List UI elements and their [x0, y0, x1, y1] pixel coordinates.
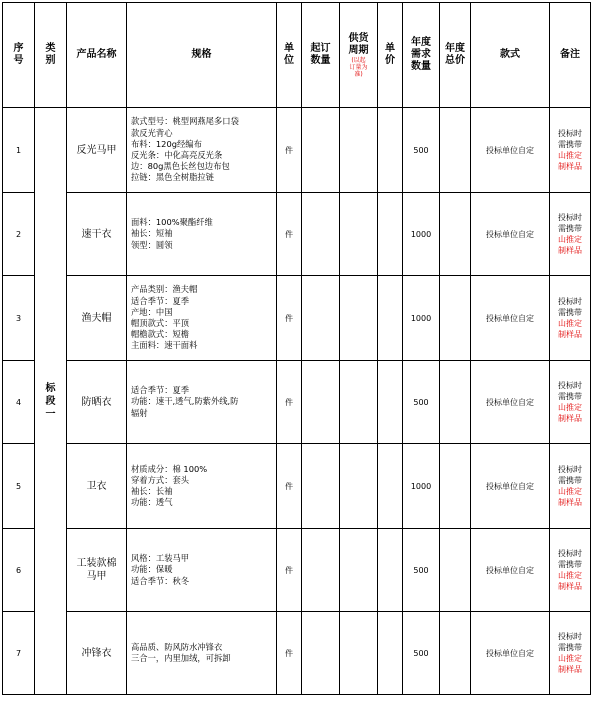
annual-demand-cell: 1000 [403, 276, 440, 361]
header-spec: 规格 [127, 3, 277, 108]
seq-cell: 2 [3, 193, 35, 276]
product-name-cell: 防晒衣 [67, 361, 127, 444]
header-min-order: 起订 数量 [302, 3, 340, 108]
seq-cell: 6 [3, 529, 35, 612]
remark-cell: 投标时 需携带 山推定 制样品 [550, 444, 591, 529]
remark-cell: 投标时 需携带 山推定 制样品 [550, 361, 591, 444]
unit-cell: 件 [277, 276, 302, 361]
seq-cell: 3 [3, 276, 35, 361]
style-cell: 投标单位自定 [471, 108, 550, 193]
unit-cell: 件 [277, 108, 302, 193]
seq-cell: 4 [3, 361, 35, 444]
supply-cycle-cell [340, 193, 378, 276]
unit-cell: 件 [277, 612, 302, 695]
unit-price-cell [378, 529, 403, 612]
spec-cell: 款式型号：桃型网燕尾多口袋 款反光背心 布料：120g经编布 反光条：中化高亮反光条 边：80g黑色长丝包边布包 拉链：黑色全树脂拉链 [127, 108, 277, 193]
min-order-cell [302, 444, 340, 529]
min-order-cell [302, 108, 340, 193]
style-cell: 投标单位自定 [471, 529, 550, 612]
supply-cycle-note: (以起 订量为 准) [349, 56, 368, 78]
supply-cycle-cell [340, 108, 378, 193]
spec-cell: 适合季节：夏季 功能：速干,透气,防紫外线,防 辐射 [127, 361, 277, 444]
min-order-cell [302, 276, 340, 361]
annual-total-cell [440, 361, 471, 444]
unit-price-cell [378, 276, 403, 361]
table-row [3, 612, 591, 695]
annual-demand-cell: 500 [403, 612, 440, 695]
min-order-cell [302, 612, 340, 695]
min-order-cell [302, 193, 340, 276]
seq-cell: 5 [3, 444, 35, 529]
spec-cell: 产品类别：渔夫帽 适合季节：夏季 产地：中国 帽顶款式：平顶 帽檐款式：短檐 主面料：速干面料 [127, 276, 277, 361]
spec-cell: 面料：100%聚酯纤维 袖长：短袖 领型：圆领 [127, 193, 277, 276]
product-name-cell: 工装款棉 马甲 [67, 529, 127, 612]
procurement-table [2, 2, 591, 695]
unit-price-cell [378, 193, 403, 276]
style-cell: 投标单位自定 [471, 193, 550, 276]
category-cell: 标 段 一 [35, 108, 67, 695]
unit-price-cell [378, 108, 403, 193]
unit-cell: 件 [277, 361, 302, 444]
header-category: 类 别 [35, 3, 67, 108]
unit-cell: 件 [277, 444, 302, 529]
unit-cell: 件 [277, 529, 302, 612]
header-unit: 单 位 [277, 3, 302, 108]
annual-total-cell [440, 529, 471, 612]
seq-cell: 1 [3, 108, 35, 193]
remark-cell: 投标时 需携带 山推定 制样品 [550, 193, 591, 276]
min-order-cell [302, 361, 340, 444]
table-row [3, 193, 591, 276]
annual-total-cell [440, 193, 471, 276]
spec-cell: 高品质、防风防水冲锋衣 三合一，内里加绒，可拆卸 [127, 612, 277, 695]
header-seq: 序 号 [3, 3, 35, 108]
unit-cell: 件 [277, 193, 302, 276]
unit-price-cell [378, 444, 403, 529]
table-row [3, 276, 591, 361]
annual-total-cell [440, 444, 471, 529]
remark-cell: 投标时 需携带 山推定 制样品 [550, 529, 591, 612]
table-row [3, 108, 591, 193]
spec-cell: 材质成分：棉 100% 穿着方式：套头 袖长：长袖 功能：透气 [127, 444, 277, 529]
table-header-row [3, 3, 591, 108]
supply-cycle-cell [340, 529, 378, 612]
seq-cell: 7 [3, 612, 35, 695]
product-name-cell: 冲锋衣 [67, 612, 127, 695]
header-product-name: 产品名称 [67, 3, 127, 108]
annual-total-cell [440, 276, 471, 361]
style-cell: 投标单位自定 [471, 444, 550, 529]
annual-demand-cell: 500 [403, 361, 440, 444]
product-name-cell: 卫衣 [67, 444, 127, 529]
annual-total-cell [440, 108, 471, 193]
annual-demand-cell: 1000 [403, 193, 440, 276]
table-row [3, 444, 591, 529]
supply-cycle-cell [340, 444, 378, 529]
remark-cell: 投标时 需携带 山推定 制样品 [550, 612, 591, 695]
unit-price-cell [378, 361, 403, 444]
table-row [3, 361, 591, 444]
annual-demand-cell: 500 [403, 108, 440, 193]
header-remark: 备注 [550, 3, 591, 108]
style-cell: 投标单位自定 [471, 361, 550, 444]
annual-demand-cell: 500 [403, 529, 440, 612]
supply-cycle-cell [340, 612, 378, 695]
annual-total-cell [440, 612, 471, 695]
header-supply-cycle: 供货 周期 (以起 订量为 准) [340, 3, 378, 108]
header-unit-price: 单 价 [378, 3, 403, 108]
header-style: 款式 [471, 3, 550, 108]
header-annual-total: 年度 总价 [440, 3, 471, 108]
remark-cell: 投标时 需携带 山推定 制样品 [550, 108, 591, 193]
style-cell: 投标单位自定 [471, 612, 550, 695]
product-name-cell: 渔夫帽 [67, 276, 127, 361]
min-order-cell [302, 529, 340, 612]
product-name-cell: 反光马甲 [67, 108, 127, 193]
remark-cell: 投标时 需携带 山推定 制样品 [550, 276, 591, 361]
supply-cycle-cell [340, 361, 378, 444]
supply-cycle-cell [340, 276, 378, 361]
style-cell: 投标单位自定 [471, 276, 550, 361]
spec-cell: 风格：工装马甲 功能：保暖 适合季节：秋冬 [127, 529, 277, 612]
annual-demand-cell: 1000 [403, 444, 440, 529]
table-row [3, 529, 591, 612]
product-name-cell: 速干衣 [67, 193, 127, 276]
header-annual-demand: 年度 需求 数量 [403, 3, 440, 108]
unit-price-cell [378, 612, 403, 695]
